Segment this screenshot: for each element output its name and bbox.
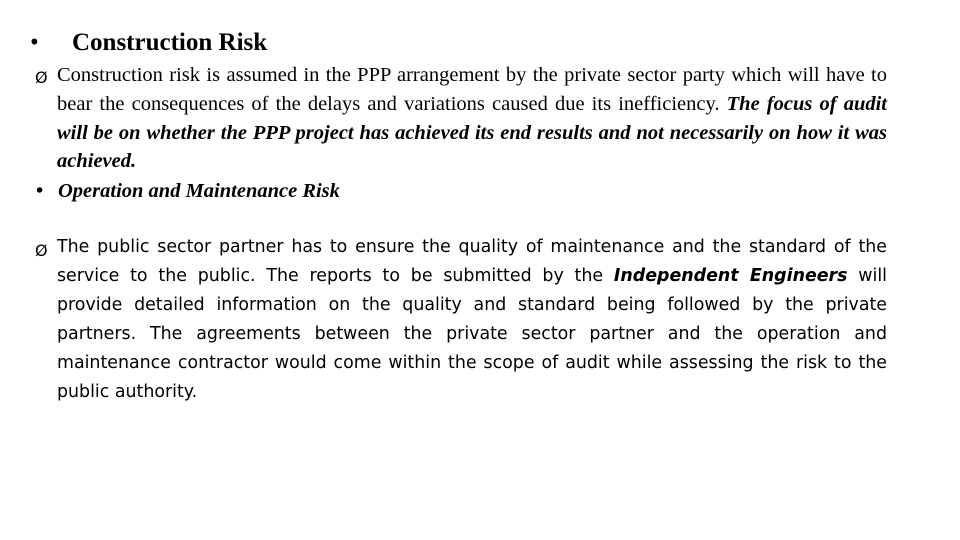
heading-title: Construction Risk [72, 29, 268, 56]
paragraph-construction-risk [35, 61, 887, 176]
paragraph-text-end: will provide detailed information on the quality and standard being followed by the private partners. The agreements between the private sector partner and the operation and maintenance contractor would come within the scope of audit while assessing the risk to the public authority. [57, 266, 887, 402]
paragraph-text-start: The public sector partner has to ensure the quality of maintenance and the standard of the service to the public. The reports to be submitted by the [57, 237, 887, 286]
paragraph-emphasis: The focus of audit will be on whether the PPP project has achieved its end results and not necessarily on how it was achieved. [57, 92, 887, 173]
heading-bullet: • [30, 29, 39, 56]
section-heading [30, 28, 267, 58]
paragraph-body [57, 233, 887, 407]
paragraph-emphasis: Independent Engineers [613, 266, 848, 286]
subheading-operation-maintenance [36, 177, 340, 206]
subheading-bullet: • [36, 180, 44, 202]
subheading-text: Operation and Maintenance Risk [58, 180, 340, 202]
paragraph-public-sector [35, 233, 887, 407]
paragraph-body [57, 61, 887, 176]
paragraph-text: Construction risk is assumed in the PPP arrangement by the private sector party which will have to bear the consequences of the delays and variations caused due its inefficiency. [57, 64, 887, 115]
arrow-bullet-icon: Ø [35, 241, 48, 260]
arrow-bullet-icon: Ø [35, 68, 48, 87]
